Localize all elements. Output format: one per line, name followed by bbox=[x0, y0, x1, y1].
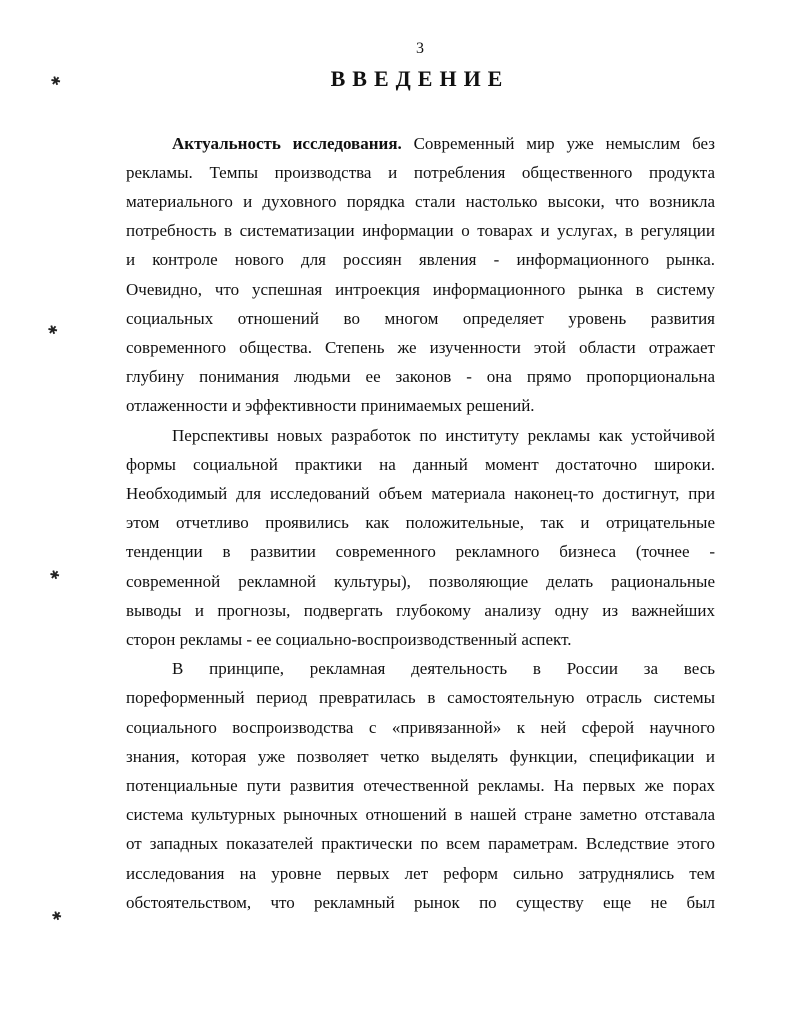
paragraph-1-line: социальных отношений во многом определяет уровень развития bbox=[126, 309, 715, 328]
paragraph-1-line: потребность в систематизации информации о товарах и услугах, в регуляции bbox=[126, 221, 715, 240]
paragraph-3-line: знания, которая уже позволяет четко выделять функции, спецификации и bbox=[126, 747, 715, 766]
paragraph-text: Современный мир уже немыслим без bbox=[401, 134, 715, 153]
paragraph-3-line: В принципе, рекламная деятельность в России за весь bbox=[172, 659, 715, 678]
page-number: 3 bbox=[416, 40, 424, 57]
paragraph-1-line: глубину понимания людьми ее законов - она прямо пропорциональна bbox=[126, 367, 715, 386]
paragraph-3-line: от западных показателей практически по всем параметрам. Вследствие этого bbox=[126, 834, 715, 853]
paragraph-2-line: современной рекламной культуры), позволяющие делать рациональные bbox=[126, 572, 715, 591]
margin-mark-icon: ✱ bbox=[47, 566, 62, 584]
paragraph-3-line: социального воспроизводства с «привязанной» к ней сферой научного bbox=[126, 718, 715, 737]
margin-mark-icon: ✱ bbox=[48, 72, 63, 90]
paragraph-2-line: выводы и прогнозы, подвергать глубокому анализу одну из важнейших bbox=[126, 601, 715, 620]
paragraph-2-line: формы социальной практики на данный момент достаточно широки. bbox=[126, 455, 715, 474]
paragraph-3-line: система культурных рыночных отношений в нашей стране заметно отставала bbox=[126, 805, 715, 824]
paragraph-1-line: отлаженности и эффективности принимаемых решений. bbox=[126, 396, 535, 415]
paragraph-2-line: тенденции в развитии современного рекламного бизнеса (точнее - bbox=[126, 542, 715, 561]
paragraph-1-line: Очевидно, что успешная интроекция информационного рынка в систему bbox=[126, 280, 715, 299]
paragraph-2-line: этом отчетливо проявились как положительные, так и отрицательные bbox=[126, 513, 715, 532]
paragraph-lead: Актуальность исследования. bbox=[172, 134, 402, 153]
paragraph-1-line bbox=[172, 134, 715, 154]
paragraph-2-line: сторон рекламы - ее социально-воспроизводственный аспект. bbox=[126, 630, 572, 649]
paragraph-1-line: материального и духовного порядка стали настолько высоки, что возникла bbox=[126, 192, 715, 211]
page-title: ВВЕДЕНИЕ bbox=[330, 66, 510, 91]
paragraph-1-line: современного общества. Степень же изученности этой области отражает bbox=[126, 338, 715, 357]
margin-mark-icon: ✱ bbox=[45, 321, 60, 339]
paragraph-1-line: и контроле нового для россиян явления - информационного рынка. bbox=[126, 250, 715, 269]
paragraph-3-line: потенциальные пути развития отечественной рекламы. На первых же порах bbox=[126, 776, 715, 795]
paragraph-3-line: исследования на уровне первых лет реформ сильно затруднялись тем bbox=[126, 864, 715, 883]
paragraph-3-line: пореформенный период превратилась в самостоятельную отрасль системы bbox=[126, 688, 715, 707]
paragraph-2-line: Перспективы новых разработок по институту рекламы как устойчивой bbox=[172, 426, 715, 445]
margin-mark-icon: ✱ bbox=[49, 907, 64, 925]
paragraph-3-line: обстоятельством, что рекламный рынок по существу еще не был bbox=[126, 893, 715, 912]
paragraph-1-line: рекламы. Темпы производства и потребления общественного продукта bbox=[126, 163, 715, 182]
paragraph-2-line: Необходимый для исследований объем материала наконец-то достигнут, при bbox=[126, 484, 715, 503]
